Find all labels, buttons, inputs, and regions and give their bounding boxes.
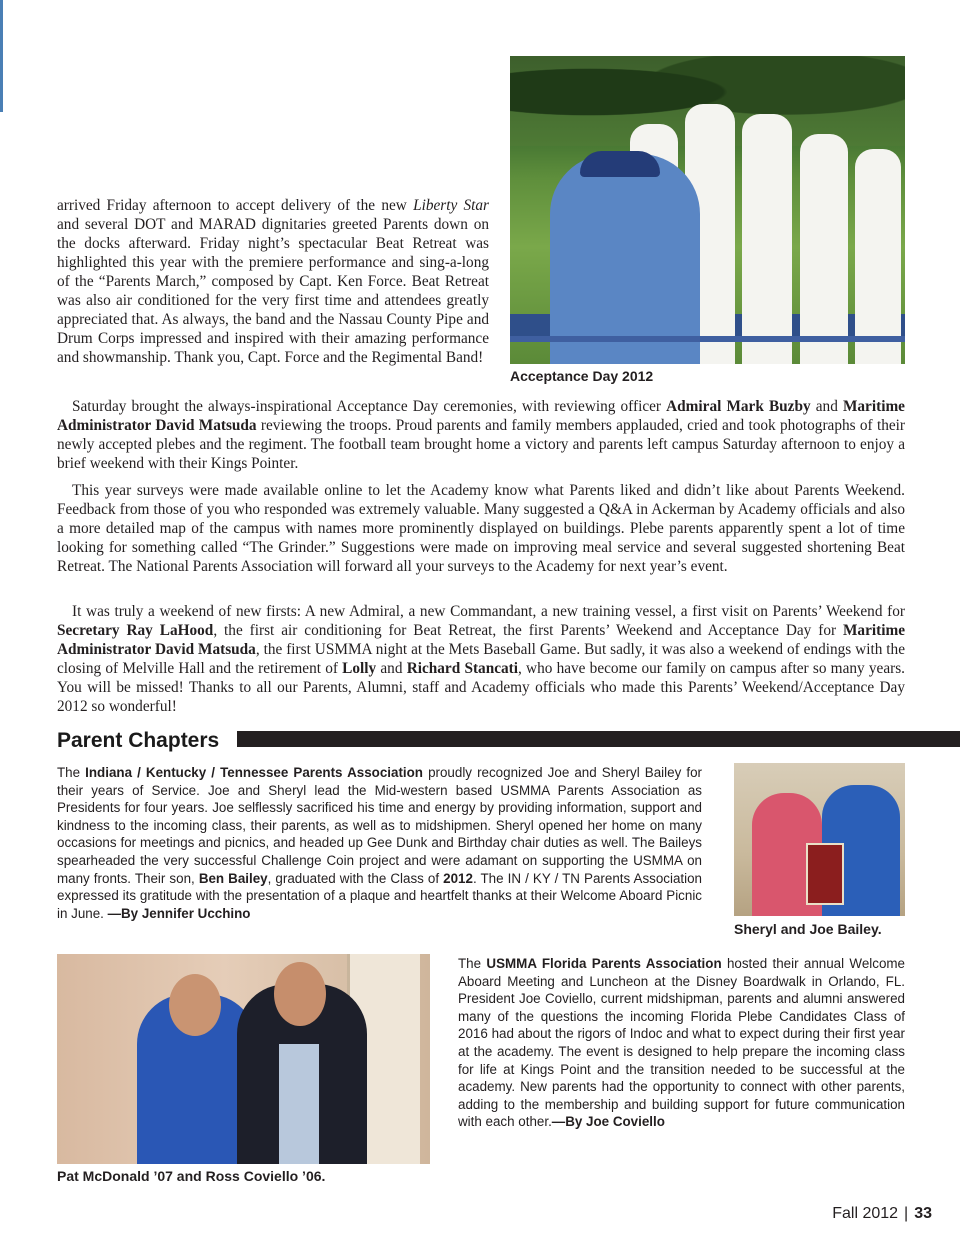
heading-rule	[237, 731, 960, 747]
parent-chapters-heading	[57, 727, 960, 755]
byline: —By Jennifer Ucchino	[107, 905, 251, 921]
photo-shirt	[279, 1044, 319, 1164]
photo-plaque	[806, 843, 844, 905]
association-name: Indiana / Kentucky / Tennessee Parents Association	[85, 765, 423, 780]
body-text: . The IN / KY / TN Parents Association expressed its gratitude with the presentation of a plaque and heartfelt thanks at their Welcome Aboard Picnic in June.	[57, 870, 702, 921]
footer-separator: |	[904, 1205, 909, 1222]
photo-officer-cap	[580, 151, 660, 177]
class-year: 2012	[443, 870, 473, 886]
photo-midshipman	[742, 114, 792, 364]
bailey-photo-caption: Sheryl and Joe Bailey.	[734, 921, 882, 937]
section-title: Parent Chapters	[57, 729, 220, 752]
body-text: hosted their annual Welcome Aboard Meeting and Luncheon at the Disney Boardwalk in Orlando, FL. President Joe Coviello, current midshipman, parents and alumni answered many of the questions the incoming Florida Plebe Candidates Class of 2016 had about the rigors of Indoc and what to expect during their first year at the academy. The event is designed to help prepare the incoming class for life at Kings Point and the transition needed to be successful at the academy. New parents had the opportunity to connect with other parents, adding to the membership and building support for future communication with each other.	[458, 956, 905, 1130]
photo-head	[274, 962, 326, 1026]
name-lolly: Lolly	[342, 660, 377, 677]
name-stancati: Richard Stancati	[406, 660, 518, 677]
name-matsuda: Maritime Administrator David Matsuda	[57, 622, 905, 658]
body-text: The	[57, 765, 86, 780]
body-text: It was truly a weekend of new firsts: A new Admiral, a new Commandant, a new training vessel, a first visit on Parents’ Weekend for	[72, 603, 905, 620]
name-ben-bailey: Ben Bailey	[198, 870, 268, 886]
name-lahood: Secretary Ray LaHood	[57, 622, 214, 639]
coviello-photo	[57, 954, 430, 1164]
intro-text-cont: and several DOT and MARAD dignitaries greeted Parents down on the docks afterward. Friday night’s spectacular Beat Retreat was highlighted this year with the premiere performance and sing-a-long of the “Parents March,” composed by Capt. Ken Force. Beat Retreat was also air conditioned for the very first time and attendees greatly appreciated that. As always, the band and the Nassau County Pipe and Drum Corps impressed and inspired with their amazing performance and showmanship. Thank you, Capt. Force and the Regimental Band!	[57, 216, 489, 366]
page-footer	[832, 1205, 932, 1223]
body-text: reviewing the troops. Proud parents and family members applauded, cried and took photographs of their newly accepted plebes and the regiment. The football team brought home a victory and parents left campus Saturday afternoon to enjoy a brief weekend with their Kings Pointer.	[57, 417, 905, 472]
bailey-photo	[734, 763, 905, 916]
firsts-paragraph	[57, 602, 905, 716]
association-name: USMMA Florida Parents Association	[486, 956, 722, 971]
body-text: The	[458, 956, 487, 971]
body-text: and	[810, 398, 843, 415]
coviello-photo-caption: Pat McDonald ’07 and Ross Coviello ’06.	[57, 1168, 326, 1184]
saturday-paragraph	[57, 397, 905, 473]
intro-column	[57, 196, 489, 367]
photo-midshipman	[855, 149, 901, 364]
issue-label: Fall 2012	[832, 1205, 899, 1222]
body-text: This year surveys were made available online to let the Academy know what Parents liked and didn’t like about Parents Weekend. Feedback from those of you who responded was extremely valuable. Many suggested a Q&A in Ackerman by Academy officials and also a more detailed map of the campus with names more prominently displayed on buildings. Plebe parents apparently spent a lot of time looking for something called “The Grinder.” Suggestions were made on improving meal service and several suggested shortening Beat Retreat. The National Parents Association will forward all your surveys to the Academy for next year’s event.	[57, 482, 905, 575]
body-text: and	[376, 660, 407, 677]
photo-officer	[550, 154, 700, 364]
byline: —By Joe Coviello	[551, 1114, 665, 1130]
intro-text: arrived Friday afternoon to accept delivery of the new	[57, 197, 414, 214]
photo-rail	[510, 336, 905, 342]
name-matsuda: Maritime Administrator David Matsuda	[57, 398, 905, 434]
acceptance-day-photo	[510, 56, 905, 364]
surveys-paragraph	[57, 481, 905, 576]
photo-head	[169, 974, 221, 1036]
page-edge-accent	[0, 0, 3, 112]
body-text: , the first air conditioning for Beat Retreat, the first Parents’ Weekend and Acceptance Day for	[213, 622, 843, 639]
page-number: 33	[914, 1205, 932, 1222]
ship-name: Liberty Star	[413, 197, 489, 214]
indiana-chapter-text	[57, 764, 702, 922]
body-text: , who have become our family on campus after so many years. You will be missed! Thanks to all our Parents, Alumni, staff and Academy officials who made this Parents’ Weekend/Acceptance Day 2012 so wonderful!	[57, 660, 905, 715]
intro-paragraph	[57, 196, 489, 367]
name-buzby: Admiral Mark Buzby	[666, 398, 811, 415]
acceptance-photo-caption: Acceptance Day 2012	[510, 368, 654, 384]
body-text: , graduated with the Class of	[267, 870, 444, 886]
photo-midshipman	[800, 134, 848, 364]
body-text: proudly recognized Joe and Sheryl Bailey for their years of Service. Joe and Sheryl lead the Mid-western based USMMA Parents Association as Presidents for four years. Joe selflessly sacrificed his time and energy by providing information, support and kindness to the incoming class, their parents, as well as to midshipmen. Sheryl opened her home on many occasions for meetings and picnics, and headed up Gee Dunk and Birthday chair duties as well. The Baileys spearheaded the very successful Challenge Coin project and were adamant on supporting the USMMA on many fronts. Their son,	[57, 765, 702, 886]
body-text: , the first USMMA night at the Mets Baseball Game. But sadly, it was also a weekend of endings with the closing of Melville Hall and the retirement of	[57, 641, 905, 677]
florida-chapter-text	[458, 955, 905, 1131]
body-text: Saturday brought the always-inspirational Acceptance Day ceremonies, with reviewing officer	[72, 398, 667, 415]
